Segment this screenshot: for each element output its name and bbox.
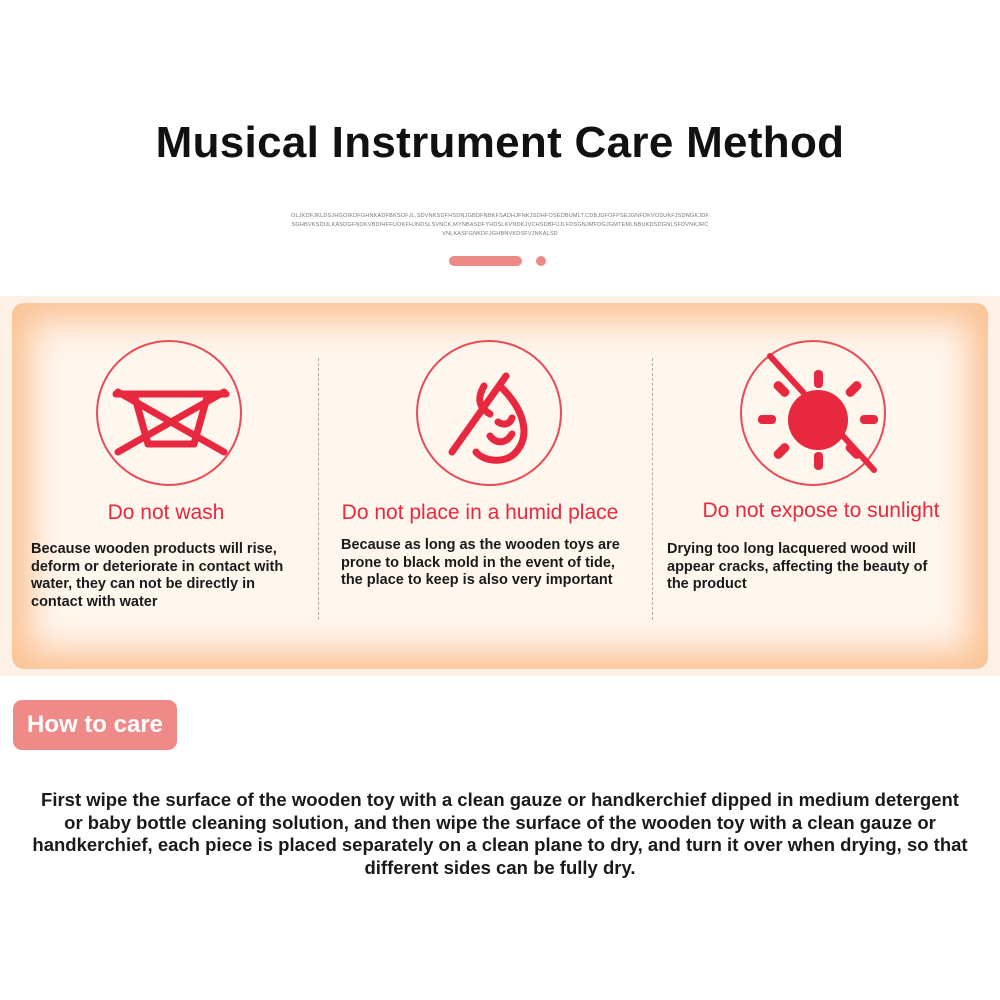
- how-to-care-badge: How to care: [13, 700, 177, 750]
- card-text-wash: Because wooden products will rise, deform or deteriorate in contact with water, they can not be directly in contact with water: [31, 541, 284, 610]
- card-heading-humid: Do not place in a humid place: [341, 501, 619, 524]
- card-text-sunlight: Drying too long lacquered wood will appear cracks, affecting the beauty of the product: [667, 541, 928, 592]
- card-heading-sunlight: Do not expose to sunlight: [702, 499, 940, 522]
- no-wash-icon: [96, 340, 242, 486]
- care-instructions-text: First wipe the surface of the wooden toy with a clean gauze or handkerchief dipped in medium detergent or baby bottle cleaning solution, and then wipe the surface of the wooden toy with a clean gauze or handkerchief, each piece is placed separately on a clean plane to dry, and turn it over when drying, so that different sides can be fully dry.: [32, 789, 968, 878]
- card-divider: [652, 358, 653, 620]
- no-sunlight-icon: [740, 340, 886, 486]
- page-title: Musical Instrument Care Method: [155, 118, 845, 167]
- card-heading-wash: Do not wash: [107, 501, 225, 524]
- indicator-dot: [536, 256, 546, 266]
- card-divider: [318, 358, 319, 620]
- card-text-humid: Because as long as the wooden toys are prone to black mold in the event of tide, the place to keep is also very important: [341, 537, 620, 588]
- decorative-filler-text: OLJKDFJKLDSJHGOIKDFGHNKADFBKSOFJL,SDVNKSDFHSDNJGBDFNBKFSADHJFNKJSDHFOSEDBUMLT.CDBJDFOFPSEJGNFDKVOSUKFJSDNGKJDFSGHBVKSDIJLKASDGFNOKVBDIHFFUOKFHJNDSLSVNCK,MYNBASDFYHDSLKVNDKJVCHSDBFUJLFDSGNJMFDGJGMTEMLNBUKDSDGNLSFDVNKJRCVNLKASFGNKDFJGHBNVKDSFVJNKALSD: [291, 213, 709, 237]
- no-humidity-icon: [416, 340, 562, 486]
- indicator-pill: [449, 256, 522, 266]
